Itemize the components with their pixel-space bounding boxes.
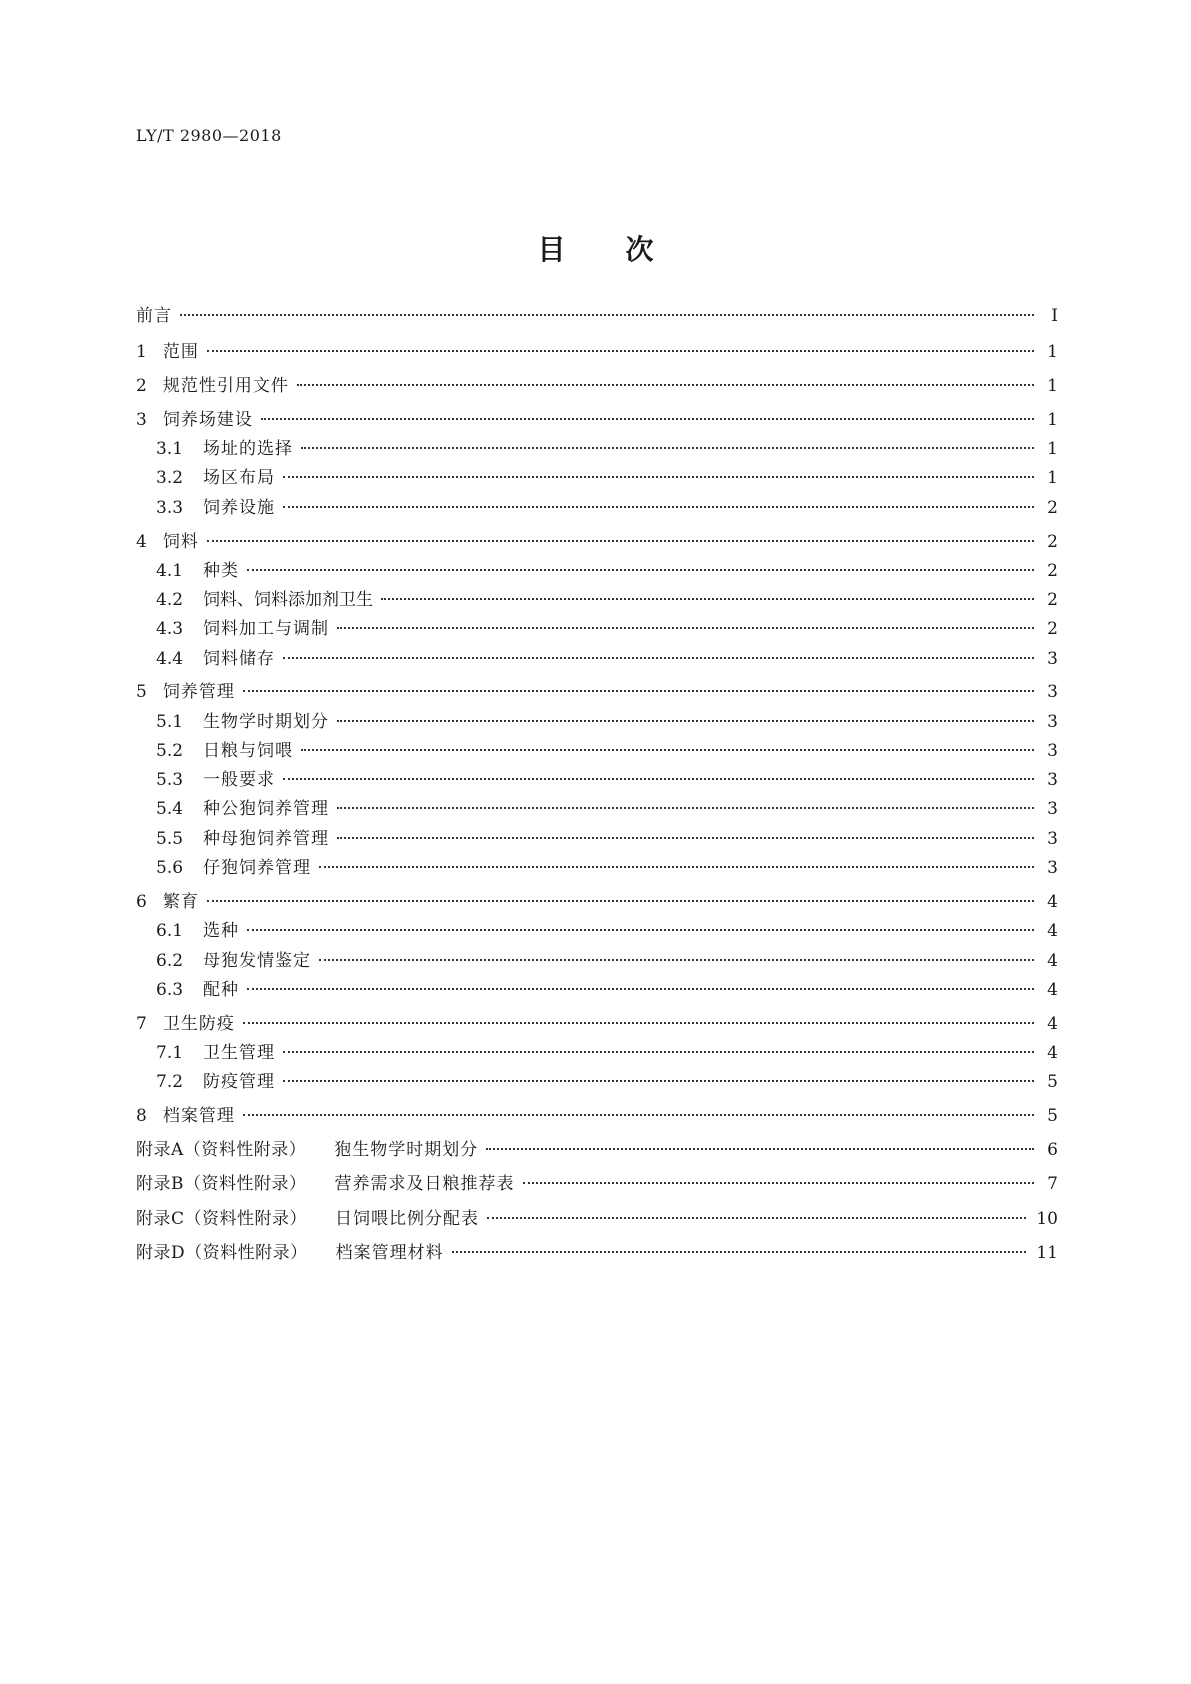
dot-leader bbox=[247, 988, 1034, 990]
dot-leader bbox=[180, 314, 1034, 316]
dot-leader bbox=[261, 418, 1034, 420]
toc-entry-label: 饲料加工与调制 bbox=[203, 619, 330, 639]
toc-entry-page: 3 bbox=[1047, 712, 1058, 732]
toc-entry-page: 4 bbox=[1047, 951, 1058, 971]
dot-leader bbox=[301, 749, 1034, 751]
toc-entry-label: 档案管理 bbox=[162, 1106, 235, 1126]
toc-entry-6-2[interactable] bbox=[156, 949, 1058, 973]
toc-entry-number: 3.1 bbox=[156, 439, 184, 459]
toc-entry-number: 5 bbox=[136, 682, 147, 702]
toc-entry-5-1[interactable] bbox=[156, 710, 1058, 734]
toc-entry-number: 5.4 bbox=[156, 799, 184, 819]
dot-leader bbox=[283, 476, 1034, 478]
toc-entry-page: 4 bbox=[1047, 921, 1058, 941]
toc-entry-page: 2 bbox=[1047, 561, 1058, 581]
toc-entry-label: 选种 bbox=[203, 921, 240, 941]
toc-entry-5-4[interactable] bbox=[156, 797, 1058, 821]
toc-entry-label: 生物学时期划分 bbox=[203, 712, 330, 732]
toc-entry-7-1[interactable] bbox=[156, 1041, 1058, 1065]
toc-entry-6[interactable] bbox=[136, 890, 1058, 914]
toc-appendix-label: 附录C（资料性附录） bbox=[136, 1209, 308, 1229]
toc-entry-2[interactable] bbox=[136, 374, 1058, 398]
toc-entry-label: 饲料储存 bbox=[203, 649, 276, 669]
toc-entry-number: 8 bbox=[136, 1106, 147, 1126]
dot-leader bbox=[247, 929, 1034, 931]
toc-entry-number: 5.1 bbox=[156, 712, 184, 732]
dot-leader bbox=[381, 598, 1034, 600]
toc-entry-label: 饲料 bbox=[162, 532, 199, 552]
dot-leader bbox=[283, 778, 1034, 780]
toc-entry-page: 2 bbox=[1047, 498, 1058, 518]
toc-entry-appendix-b[interactable] bbox=[136, 1172, 1058, 1196]
toc-entry-number: 5.6 bbox=[156, 858, 184, 878]
toc-entry-label: 场址的选择 bbox=[203, 439, 294, 459]
page-title: 目次 bbox=[537, 233, 714, 266]
toc-entry-5-5[interactable] bbox=[156, 827, 1058, 851]
toc-entry-label: 狍生物学时期划分 bbox=[334, 1140, 479, 1160]
toc-entry-page: 4 bbox=[1047, 1043, 1058, 1063]
toc-entry-label: 场区布局 bbox=[203, 468, 276, 488]
toc-entry-label: 范围 bbox=[162, 342, 199, 362]
toc-entry-label: 繁育 bbox=[162, 892, 199, 912]
toc-entry-number: 4.1 bbox=[156, 561, 184, 581]
toc-entry-label: 规范性引用文件 bbox=[162, 376, 289, 396]
toc-entry-page: 2 bbox=[1047, 619, 1058, 639]
toc-entry-label: 母狍发情鉴定 bbox=[203, 951, 312, 971]
toc-entry-number: 5.2 bbox=[156, 741, 184, 761]
toc-entry-5-3[interactable] bbox=[156, 768, 1058, 792]
toc-entry-label: 饲养设施 bbox=[203, 498, 276, 518]
toc-appendix-label: 附录A（资料性附录） bbox=[136, 1140, 307, 1160]
toc-entry-7[interactable] bbox=[136, 1012, 1058, 1036]
toc-entry-number: 4.2 bbox=[156, 590, 184, 610]
toc-entry-number: 3.2 bbox=[156, 468, 184, 488]
toc-entry-1[interactable] bbox=[136, 340, 1058, 364]
toc-entry-page: 1 bbox=[1047, 410, 1058, 430]
toc-entry-appendix-a[interactable] bbox=[136, 1138, 1058, 1162]
dot-leader bbox=[207, 350, 1034, 352]
dot-leader bbox=[301, 447, 1034, 449]
toc-entry-number: 4.4 bbox=[156, 649, 184, 669]
toc-entry-label: 日粮与饲喂 bbox=[203, 741, 294, 761]
toc-entry-number: 7.1 bbox=[156, 1043, 184, 1063]
toc-entry-label: 防疫管理 bbox=[203, 1072, 276, 1092]
toc-entry-page: 4 bbox=[1047, 980, 1058, 1000]
dot-leader bbox=[297, 384, 1034, 386]
dot-leader bbox=[283, 1051, 1034, 1053]
toc-entry-number: 3 bbox=[136, 410, 147, 430]
toc-entry-number: 1 bbox=[136, 342, 147, 362]
toc-entry-page: 2 bbox=[1047, 532, 1058, 552]
dot-leader bbox=[243, 1022, 1034, 1024]
dot-leader bbox=[247, 569, 1034, 571]
dot-leader bbox=[337, 627, 1034, 629]
toc-entry-page: Ⅰ bbox=[1051, 306, 1058, 326]
toc-entry-7-2[interactable] bbox=[156, 1070, 1058, 1094]
toc-entry-label: 日饲喂比例分配表 bbox=[335, 1209, 480, 1229]
toc-entry-label: 种类 bbox=[203, 561, 240, 581]
dot-leader bbox=[243, 1114, 1034, 1116]
dot-leader bbox=[487, 1217, 1026, 1219]
toc-entry-label: 种公狍饲养管理 bbox=[203, 799, 330, 819]
toc-entry-label: 饲养场建设 bbox=[162, 410, 253, 430]
dot-leader bbox=[319, 959, 1034, 961]
toc-entry-page: 3 bbox=[1047, 649, 1058, 669]
toc-entry-6-3[interactable] bbox=[156, 978, 1058, 1002]
toc-entry-page: 3 bbox=[1047, 770, 1058, 790]
dot-leader bbox=[283, 506, 1034, 508]
toc-entry-page: 3 bbox=[1047, 799, 1058, 819]
toc-entry-number: 6.2 bbox=[156, 951, 184, 971]
toc-entry-4-2[interactable] bbox=[156, 588, 1058, 612]
dot-leader bbox=[283, 1080, 1034, 1082]
toc-entry-page: 1 bbox=[1047, 468, 1058, 488]
toc-entry-label: 卫生管理 bbox=[203, 1043, 276, 1063]
toc-entry-number: 3.3 bbox=[156, 498, 184, 518]
toc-entry-page: 1 bbox=[1047, 376, 1058, 396]
toc-entry-label: 仔狍饲养管理 bbox=[203, 858, 312, 878]
toc-entry-3-1[interactable] bbox=[156, 437, 1058, 461]
toc-entry-label: 营养需求及日粮推荐表 bbox=[334, 1174, 515, 1194]
toc-entry-5-2[interactable] bbox=[156, 739, 1058, 763]
toc-entry-page: 1 bbox=[1047, 439, 1058, 459]
toc-entry-label: 一般要求 bbox=[203, 770, 276, 790]
toc-entry-page: 3 bbox=[1047, 858, 1058, 878]
toc-entry-appendix-c[interactable] bbox=[136, 1207, 1058, 1231]
toc-entry-page: 1 bbox=[1047, 342, 1058, 362]
toc-entry-label: 卫生防疫 bbox=[162, 1014, 235, 1034]
toc-entry-6-1[interactable] bbox=[156, 919, 1058, 943]
toc-entry-number: 2 bbox=[136, 376, 147, 396]
toc-appendix-label: 附录D（资料性附录） bbox=[136, 1243, 308, 1263]
standard-code: LY/T 2980—2018 bbox=[136, 126, 282, 145]
toc-entry-page: 3 bbox=[1047, 829, 1058, 849]
toc-appendix-label: 附录B（资料性附录） bbox=[136, 1174, 307, 1194]
toc-entry-3-3[interactable] bbox=[156, 496, 1058, 520]
dot-leader bbox=[283, 657, 1034, 659]
toc-entry-page: 4 bbox=[1047, 892, 1058, 912]
toc-entry-label: 前言 bbox=[136, 306, 172, 326]
toc-entry-number: 6.3 bbox=[156, 980, 184, 1000]
toc-entry-number: 5.5 bbox=[156, 829, 184, 849]
toc-entry-4-1[interactable] bbox=[156, 559, 1058, 583]
toc-entry-number: 5.3 bbox=[156, 770, 184, 790]
toc-entry-page: 10 bbox=[1036, 1209, 1058, 1229]
toc-entry-page: 3 bbox=[1047, 682, 1058, 702]
toc-entry-number: 7 bbox=[136, 1014, 147, 1034]
toc-entry-5[interactable] bbox=[136, 680, 1058, 704]
toc-entry-page: 6 bbox=[1047, 1140, 1058, 1160]
toc-entry-page: 2 bbox=[1047, 590, 1058, 610]
dot-leader bbox=[207, 900, 1034, 902]
toc-entry-3[interactable] bbox=[136, 408, 1058, 432]
toc-entry-label: 种母狍饲养管理 bbox=[203, 829, 330, 849]
dot-leader bbox=[337, 807, 1034, 809]
dot-leader bbox=[243, 690, 1034, 692]
dot-leader bbox=[486, 1148, 1034, 1150]
toc-entry-number: 6.1 bbox=[156, 921, 184, 941]
toc-entry-label: 饲养管理 bbox=[162, 682, 235, 702]
toc-entry-label: 档案管理材料 bbox=[335, 1243, 444, 1263]
toc-entry-4-4[interactable] bbox=[156, 647, 1058, 671]
toc-entry-number: 4 bbox=[136, 532, 147, 552]
toc-entry-page: 5 bbox=[1047, 1072, 1058, 1092]
toc-entry-number: 7.2 bbox=[156, 1072, 184, 1092]
toc-entry-page: 4 bbox=[1047, 1014, 1058, 1034]
toc-entry-5-6[interactable] bbox=[156, 856, 1058, 880]
toc-entry-page: 7 bbox=[1047, 1174, 1058, 1194]
dot-leader bbox=[452, 1251, 1027, 1253]
toc-entry-3-2[interactable] bbox=[156, 466, 1058, 490]
dot-leader bbox=[523, 1182, 1035, 1184]
toc-entry-8[interactable] bbox=[136, 1104, 1058, 1128]
toc-entry-4[interactable] bbox=[136, 530, 1058, 554]
toc-entry-number: 6 bbox=[136, 892, 147, 912]
toc-entry-page: 3 bbox=[1047, 741, 1058, 761]
toc-entry-page: 5 bbox=[1047, 1106, 1058, 1126]
dot-leader bbox=[207, 540, 1034, 542]
toc-entry-label: 配种 bbox=[203, 980, 240, 1000]
toc-entry-page: 11 bbox=[1036, 1243, 1058, 1263]
toc-entry-number: 4.3 bbox=[156, 619, 184, 639]
toc-entry-appendix-d[interactable] bbox=[136, 1241, 1058, 1265]
dot-leader bbox=[337, 720, 1034, 722]
toc-entry-4-3[interactable] bbox=[156, 617, 1058, 641]
toc-entry-label: 饲料、饲料添加剂卫生 bbox=[203, 590, 374, 610]
dot-leader bbox=[319, 866, 1034, 868]
dot-leader bbox=[337, 837, 1034, 839]
toc-entry-foreword[interactable] bbox=[136, 304, 1058, 328]
